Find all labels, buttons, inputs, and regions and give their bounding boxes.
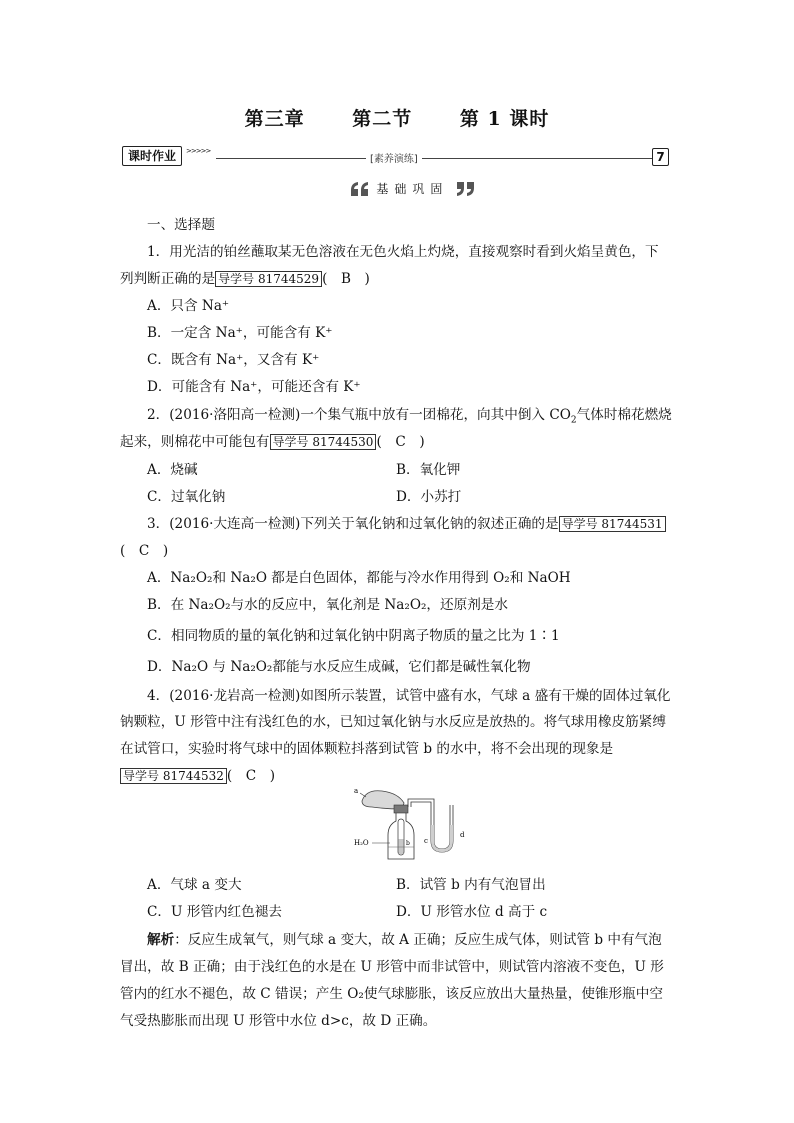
header-divider (216, 158, 652, 159)
q2-option-c: C．过氧化钠 (147, 489, 226, 505)
practice-tag: [素养演练] (366, 150, 422, 165)
apparatus-figure (352, 785, 477, 865)
q1-line2: 列判断正确的是 (120, 271, 216, 287)
q4-line2: 钠颗粒，U 形管中注有浅红色的水，已知过氧化钠与水反应是放热的。将气球用橡皮筋紧缚 (120, 714, 666, 730)
q3-guide-number: 导学号 81744531 (559, 516, 666, 532)
q1-option-d: D．可能含有 Na⁺，可能还含有 K⁺ (147, 379, 361, 395)
open-quote-icon (350, 181, 370, 197)
q4-option-b: B．试管 b 内有气泡冒出 (396, 877, 546, 893)
q2-option-b: B．氧化钾 (396, 462, 461, 478)
analysis-label: 解析 (147, 932, 175, 948)
q2-option-a: A．烧碱 (147, 462, 198, 478)
q2-line1-row (147, 403, 672, 426)
section-title: 第二节 (352, 108, 413, 130)
label-b: b (406, 840, 410, 847)
q2-option-d: D．小苏打 (396, 489, 462, 505)
q1-line2-row (120, 267, 370, 287)
q1-option-c: C．既含有 Na⁺，又含有 K⁺ (147, 352, 320, 368)
q2-answer: ( C ) (376, 434, 425, 450)
analysis-line4: 气受热膨胀而出现 U 形管中水位 d>c，故 D 正确。 (120, 1013, 437, 1029)
label-h2o: H₂O (354, 839, 369, 847)
page-title (0, 104, 794, 131)
analysis-line2: 冒出，故 B 正确；由于浅红色的水是在 U 形管中而非试管中，则试管内溶液不变色，U 形 (120, 959, 664, 975)
q4-line1: 4．(2016·龙岩高一检测)如图所示装置，试管中盛有水，气球 a 盛有干燥的固体过氧化 (147, 688, 671, 704)
q1-guide-number: 导学号 81744529 (215, 271, 322, 287)
lesson-title: 第 1 课时 (459, 108, 550, 130)
q4-option-d: D．U 形管水位 d 高于 c (396, 904, 548, 920)
q3-option-a: A．Na₂O₂和 Na₂O 都是白色固体，都能与冷水作用得到 O₂和 NaOH (147, 570, 571, 586)
q1-option-a: A．只含 Na⁺ (147, 298, 230, 314)
part-heading: 一、选择题 (147, 217, 215, 233)
q4-line4-row (120, 764, 275, 784)
label-a: a (354, 787, 359, 795)
analysis-line1: ：反应生成氧气，则气球 a 变大，故 A 正确；反应生成气体，则试管 b 中有气泡 (174, 932, 662, 948)
q2-line1b: 气体时棉花燃烧 (576, 407, 672, 423)
analysis-line1-row (147, 928, 662, 948)
q3-line1: 3．(2016·大连高一检测)下列关于氧化钠和过氧化钠的叙述正确的是 (147, 516, 559, 532)
q3-option-b: B．在 Na₂O₂与水的反应中，氧化剂是 Na₂O₂，还原剂是水 (147, 597, 508, 613)
homework-label: 课时作业 (122, 146, 182, 166)
q1-option-b: B．一定含 Na⁺，可能含有 K⁺ (147, 325, 333, 341)
label-d: d (460, 831, 465, 839)
arrows-decoration: >>>>> (186, 147, 211, 155)
q1-line1: 1．用光洁的铂丝蘸取某无色溶液在无色火焰上灼烧，直接观察时看到火焰呈黄色，下 (147, 244, 659, 260)
chapter-title: 第三章 (244, 108, 305, 130)
q2-guide-number: 导学号 81744530 (270, 434, 377, 450)
page-number-badge: 7 (652, 148, 669, 166)
q3-option-c: C．相同物质的量的氧化钠和过氧化钠中阴离子物质的量之比为 1∶1 (147, 628, 560, 644)
q4-answer: ( C ) (226, 768, 276, 784)
q2-line2: 起来，则棉花中可能包有 (120, 434, 270, 450)
q4-option-a: A．气球 a 变大 (147, 877, 242, 893)
analysis-line3: 管内的红水不褪色，故 C 错误；产生 O₂使气球膨胀，该反应放出大量热量，使锥形瓶中空 (120, 986, 663, 1002)
section-heading (350, 180, 475, 200)
q2-line2-row (120, 430, 425, 450)
q3-option-d: D．Na₂O 与 Na₂O₂都能与水反应生成碱，它们都是碱性氧化物 (147, 659, 531, 675)
q3-answer: ( C ) (120, 543, 169, 559)
close-quote-icon (455, 181, 475, 197)
q1-answer: ( B ) (322, 271, 370, 287)
q3-line1-row (147, 512, 666, 532)
q2-line1-sub: 2 (570, 415, 577, 426)
label-c: c (424, 837, 428, 845)
q4-option-c: C．U 形管内红色褪去 (147, 904, 282, 920)
q2-line1a: 2．(2016·洛阳高一检测)一个集气瓶中放有一团棉花，向其中倒入 CO (147, 407, 571, 423)
q4-line3: 在试管口，实验时将气球中的固体颗粒抖落到试管 b 的水中，将不会出现的现象是 (120, 741, 614, 757)
q4-guide-number: 导学号 81744532 (120, 768, 227, 784)
section-heading-label: 基础巩固 (376, 182, 449, 196)
